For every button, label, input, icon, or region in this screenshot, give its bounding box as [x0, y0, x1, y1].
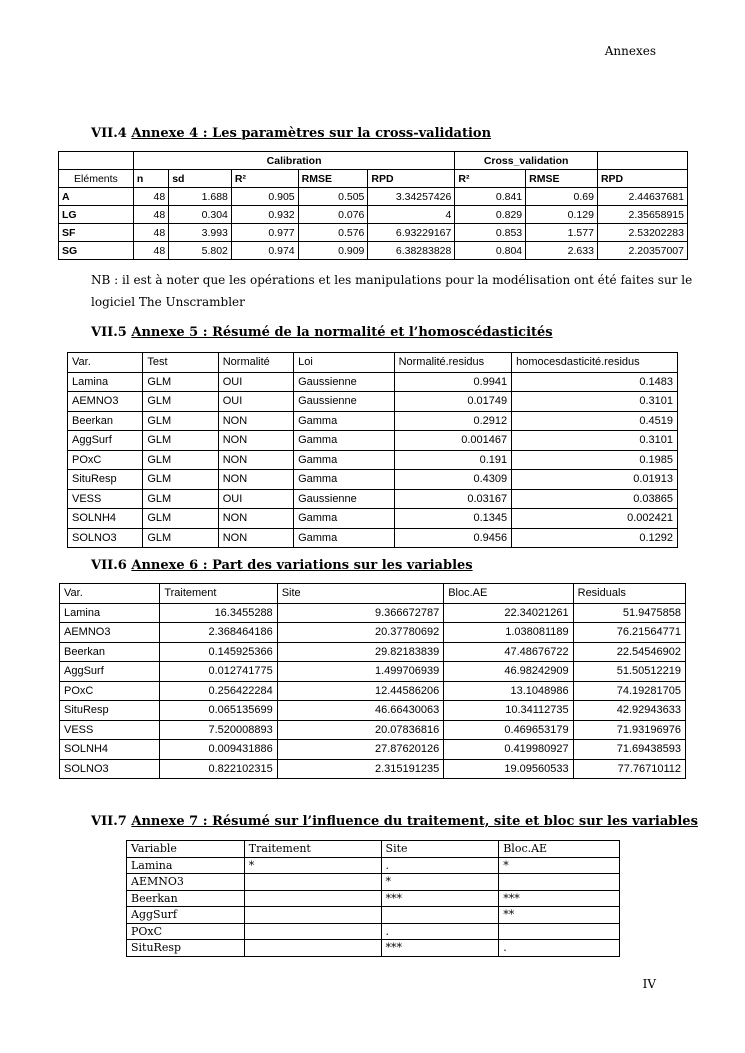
table-cell: NON: [218, 528, 293, 548]
column-header: Traitement: [160, 584, 277, 604]
table-cell: 48: [133, 224, 168, 242]
column-header: Site: [381, 841, 499, 858]
table-row: [60, 701, 686, 721]
table-cell: Beerkan: [127, 890, 245, 907]
table-cell: 48: [133, 206, 168, 224]
annexe7-header-row: [127, 841, 620, 858]
column-header: Normalité: [218, 353, 293, 373]
table-cell: GLM: [143, 392, 218, 412]
table-cell: 3.993: [169, 224, 232, 242]
table-cell: *: [499, 857, 620, 874]
table-cell: 0.1985: [512, 450, 678, 470]
table-row: [60, 623, 686, 643]
annexe6-header-row: [60, 584, 686, 604]
table-cell: 0.01749: [394, 392, 512, 412]
table-cell: OUI: [218, 392, 293, 412]
table-cell: 48: [133, 188, 168, 206]
table-cell: 6.93229167: [368, 224, 455, 242]
table-cell: AggSurf: [127, 907, 245, 924]
table-cell: **: [499, 907, 620, 924]
annexe6-table: [59, 583, 686, 779]
table-cell: GLM: [143, 411, 218, 431]
annexe5-title: Annexe 5 : Résumé de la normalité et l’homoscédasticités: [131, 325, 553, 340]
table-cell: 0.1292: [512, 528, 678, 548]
table-cell: 9.366672787: [277, 603, 444, 623]
column-header: R²: [231, 170, 298, 188]
column-header: Normalité.residus: [394, 353, 512, 373]
table-cell: 27.87620126: [277, 740, 444, 760]
table-cell: VESS: [60, 720, 160, 740]
table-cell: Gamma: [294, 509, 394, 529]
table-cell: 0.505: [298, 188, 368, 206]
table-cell: 76.21564771: [573, 623, 685, 643]
table-cell: SituResp: [127, 940, 245, 957]
table-cell: Gaussienne: [294, 372, 394, 392]
table-cell: GLM: [143, 470, 218, 490]
table-cell: 0.974: [231, 242, 298, 260]
table-cell: 0.822102315: [160, 759, 277, 779]
table-row: [60, 720, 686, 740]
table-row: [68, 528, 678, 548]
table-cell: 6.38283828: [368, 242, 455, 260]
table-cell: 2.315191235: [277, 759, 444, 779]
table-row: [68, 372, 678, 392]
table-cell: Gamma: [294, 450, 394, 470]
table-cell: AEMNO3: [60, 623, 160, 643]
table-row: [60, 681, 686, 701]
table-row: [68, 450, 678, 470]
column-header: Bloc.AE: [444, 584, 573, 604]
annexe4-title: Annexe 4 : Les paramètres sur la cross-validation: [131, 126, 492, 141]
table-cell: 0.9456: [394, 528, 512, 548]
table-cell: GLM: [143, 528, 218, 548]
table-cell: SF: [59, 224, 134, 242]
table-cell: Gamma: [294, 528, 394, 548]
column-header: Loi: [294, 353, 394, 373]
table-cell: 71.93196976: [573, 720, 685, 740]
table-cell: 0.909: [298, 242, 368, 260]
table-cell: 0.191: [394, 450, 512, 470]
table-cell: 1.038081189: [444, 623, 573, 643]
table-cell: VESS: [68, 489, 143, 509]
column-header: Traitement: [244, 841, 381, 858]
table-cell: 0.256422284: [160, 681, 277, 701]
table-cell: POxC: [127, 923, 245, 940]
table-cell: Gamma: [294, 470, 394, 490]
table-cell: [244, 923, 381, 940]
table-cell: LG: [59, 206, 134, 224]
table-cell: 0.065135699: [160, 701, 277, 721]
table-cell: NON: [218, 450, 293, 470]
table-cell: 2.53202283: [597, 224, 687, 242]
annexe4-header-row: [59, 170, 688, 188]
empty-cell: [597, 152, 687, 170]
table-cell: 51.9475858: [573, 603, 685, 623]
table-row: [68, 411, 678, 431]
annexe4-note-line1: NB : il est à noter que les opérations et les manipulations pour la modélisation ont été faites sur le: [91, 273, 693, 287]
table-cell: 5.802: [169, 242, 232, 260]
table-cell: [499, 874, 620, 891]
column-header: n: [133, 170, 168, 188]
column-header: RPD: [368, 170, 455, 188]
table-cell: Beerkan: [68, 411, 143, 431]
table-cell: [244, 890, 381, 907]
table-cell: Beerkan: [60, 642, 160, 662]
table-cell: 0.03865: [512, 489, 678, 509]
annexe7-number: VII.7: [91, 814, 127, 829]
table-cell: NON: [218, 431, 293, 451]
table-cell: 0.129: [526, 206, 598, 224]
table-row: [68, 489, 678, 509]
table-cell: 0.03167: [394, 489, 512, 509]
table-cell: 46.66430063: [277, 701, 444, 721]
table-cell: 2.20357007: [597, 242, 687, 260]
table-cell: 0.1483: [512, 372, 678, 392]
table-cell: ***: [381, 940, 499, 957]
table-row: [127, 940, 620, 957]
column-header: RMSE: [298, 170, 368, 188]
table-cell: 0.3101: [512, 392, 678, 412]
table-cell: Gamma: [294, 411, 394, 431]
table-cell: 0.469653179: [444, 720, 573, 740]
table-cell: 0.012741775: [160, 662, 277, 682]
column-header: Test: [143, 353, 218, 373]
table-cell: [381, 907, 499, 924]
table-cell: 51.50512219: [573, 662, 685, 682]
table-cell: 0.69: [526, 188, 598, 206]
table-cell: 1.577: [526, 224, 598, 242]
group-header-cross-validation: Cross_validation: [455, 152, 598, 170]
table-cell: Lamina: [68, 372, 143, 392]
table-cell: GLM: [143, 372, 218, 392]
table-cell: NON: [218, 411, 293, 431]
page-header: Annexes: [604, 44, 656, 58]
table-cell: 47.48676722: [444, 642, 573, 662]
annexe4-heading: [91, 126, 491, 141]
page-number: IV: [642, 977, 656, 991]
column-header: Variable: [127, 841, 245, 858]
table-row: [60, 662, 686, 682]
table-cell: *: [244, 857, 381, 874]
table-row: [60, 740, 686, 760]
table-cell: A: [59, 188, 134, 206]
table-cell: 2.633: [526, 242, 598, 260]
table-cell: OUI: [218, 489, 293, 509]
table-cell: .: [381, 923, 499, 940]
table-cell: 46.98242909: [444, 662, 573, 682]
table-cell: Gamma: [294, 431, 394, 451]
annexe5-header-row: [68, 353, 678, 373]
column-header: Eléments: [59, 170, 134, 188]
table-row: [127, 923, 620, 940]
annexe7-title: Annexe 7 : Résumé sur l’influence du traitement, site et bloc sur les variables: [131, 814, 698, 829]
table-cell: 0.3101: [512, 431, 678, 451]
table-cell: 20.07836816: [277, 720, 444, 740]
annexe4-table: [58, 151, 688, 260]
table-cell: 0.804: [455, 242, 526, 260]
table-cell: 3.34257426: [368, 188, 455, 206]
column-header: Site: [277, 584, 444, 604]
table-cell: OUI: [218, 372, 293, 392]
table-row: [60, 603, 686, 623]
table-cell: NON: [218, 509, 293, 529]
table-cell: AggSurf: [68, 431, 143, 451]
annexe4-note-line2: logiciel The Unscrambler: [91, 295, 245, 309]
annexe5-heading: [91, 325, 553, 340]
table-row: [127, 907, 620, 924]
annexe6-heading: [91, 558, 473, 573]
table-cell: SOLNO3: [60, 759, 160, 779]
table-cell: 1.499706939: [277, 662, 444, 682]
table-cell: 0.1345: [394, 509, 512, 529]
table-cell: 74.19281705: [573, 681, 685, 701]
table-cell: 0.977: [231, 224, 298, 242]
table-cell: 0.002421: [512, 509, 678, 529]
annexe7-table: [126, 840, 620, 957]
column-header: Var.: [68, 353, 143, 373]
table-cell: AEMNO3: [127, 874, 245, 891]
empty-cell: [59, 152, 134, 170]
table-cell: 0.009431886: [160, 740, 277, 760]
table-cell: POxC: [60, 681, 160, 701]
table-cell: 4: [368, 206, 455, 224]
table-cell: 0.419980927: [444, 740, 573, 760]
table-cell: 42.92943633: [573, 701, 685, 721]
table-cell: Gaussienne: [294, 392, 394, 412]
table-cell: AggSurf: [60, 662, 160, 682]
table-cell: NON: [218, 470, 293, 490]
table-cell: SG: [59, 242, 134, 260]
table-row: [59, 242, 688, 260]
table-cell: 1.688: [169, 188, 232, 206]
table-cell: 20.37780692: [277, 623, 444, 643]
table-cell: 0.076: [298, 206, 368, 224]
table-cell: 71.69438593: [573, 740, 685, 760]
table-row: [127, 890, 620, 907]
column-header: Residuals: [573, 584, 685, 604]
table-cell: [244, 940, 381, 957]
column-header: Bloc.AE: [499, 841, 620, 858]
table-cell: 48: [133, 242, 168, 260]
table-cell: [244, 907, 381, 924]
column-header: sd: [169, 170, 232, 188]
table-cell: 77.76710112: [573, 759, 685, 779]
table-cell: GLM: [143, 450, 218, 470]
column-header: homocesdasticité.residus: [512, 353, 678, 373]
annexe5-table: [67, 352, 678, 548]
table-cell: 2.44637681: [597, 188, 687, 206]
table-row: [68, 509, 678, 529]
table-cell: 0.9941: [394, 372, 512, 392]
table-cell: 0.905: [231, 188, 298, 206]
table-row: [68, 431, 678, 451]
column-header: Var.: [60, 584, 160, 604]
table-cell: .: [499, 940, 620, 957]
table-cell: 12.44586206: [277, 681, 444, 701]
table-cell: 0.841: [455, 188, 526, 206]
table-cell: SOLNH4: [60, 740, 160, 760]
table-cell: 0.853: [455, 224, 526, 242]
table-cell: .: [381, 857, 499, 874]
column-header: RPD: [597, 170, 687, 188]
table-cell: 2.368464186: [160, 623, 277, 643]
table-cell: 22.34021261: [444, 603, 573, 623]
table-cell: 10.34112735: [444, 701, 573, 721]
table-cell: 22.54546902: [573, 642, 685, 662]
table-cell: Lamina: [60, 603, 160, 623]
table-row: [60, 759, 686, 779]
table-cell: 19.09560533: [444, 759, 573, 779]
column-header: R²: [455, 170, 526, 188]
table-row: [68, 470, 678, 490]
table-cell: SOLNO3: [68, 528, 143, 548]
table-cell: Gaussienne: [294, 489, 394, 509]
table-cell: AEMNO3: [68, 392, 143, 412]
table-cell: SituResp: [60, 701, 160, 721]
table-cell: 0.304: [169, 206, 232, 224]
table-cell: 7.520008893: [160, 720, 277, 740]
table-row: [127, 857, 620, 874]
table-cell: 0.145925366: [160, 642, 277, 662]
table-cell: GLM: [143, 509, 218, 529]
table-cell: ***: [499, 890, 620, 907]
table-cell: 0.2912: [394, 411, 512, 431]
table-cell: POxC: [68, 450, 143, 470]
table-cell: 29.82183839: [277, 642, 444, 662]
table-cell: 0.001467: [394, 431, 512, 451]
table-row: [59, 206, 688, 224]
annexe4-group-header-row: [59, 152, 688, 170]
column-header: RMSE: [526, 170, 598, 188]
table-row: [60, 642, 686, 662]
table-cell: GLM: [143, 489, 218, 509]
annexe6-number: VII.6: [91, 558, 127, 573]
annexe4-number: VII.4: [91, 126, 127, 141]
group-header-calibration: Calibration: [133, 152, 455, 170]
table-row: [68, 392, 678, 412]
table-cell: 0.01913: [512, 470, 678, 490]
table-cell: 16.3455288: [160, 603, 277, 623]
table-cell: 0.4309: [394, 470, 512, 490]
table-cell: 0.576: [298, 224, 368, 242]
table-cell: ***: [381, 890, 499, 907]
table-cell: SituResp: [68, 470, 143, 490]
annexe7-heading: [91, 814, 698, 829]
table-cell: SOLNH4: [68, 509, 143, 529]
table-cell: [499, 923, 620, 940]
table-cell: 0.932: [231, 206, 298, 224]
table-cell: 2.35658915: [597, 206, 687, 224]
table-cell: 0.829: [455, 206, 526, 224]
table-cell: 0.4519: [512, 411, 678, 431]
table-cell: Lamina: [127, 857, 245, 874]
table-row: [59, 188, 688, 206]
table-cell: [244, 874, 381, 891]
table-row: [127, 874, 620, 891]
table-cell: GLM: [143, 431, 218, 451]
table-cell: 13.1048986: [444, 681, 573, 701]
table-row: [59, 224, 688, 242]
table-cell: *: [381, 874, 499, 891]
annexe5-number: VII.5: [91, 325, 127, 340]
annexe6-title: Annexe 6 : Part des variations sur les variables: [131, 558, 473, 573]
